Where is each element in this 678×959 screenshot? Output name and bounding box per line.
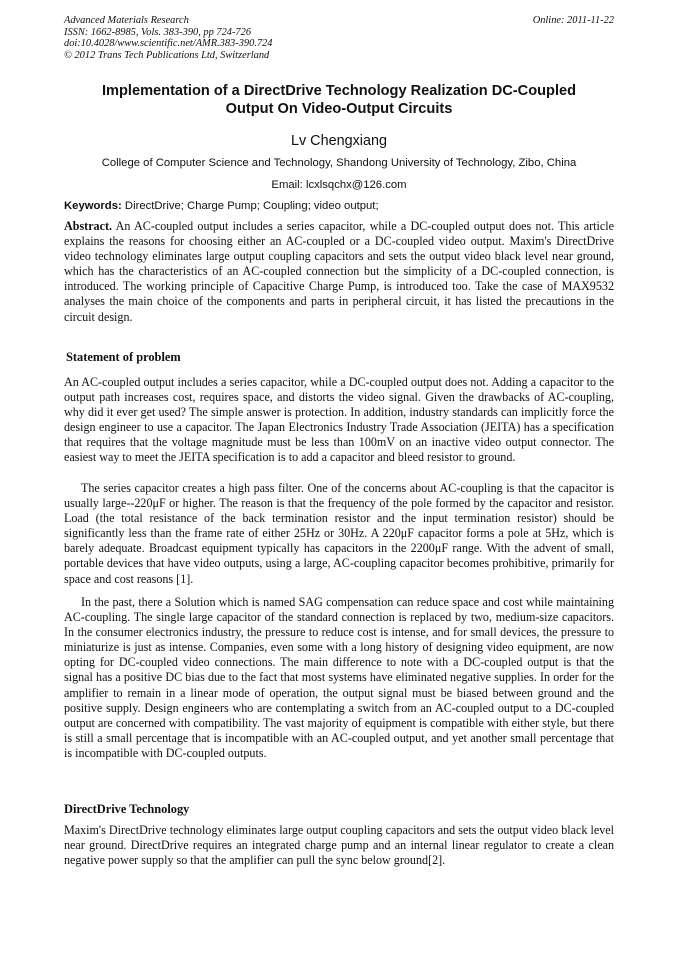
section-heading-directdrive: DirectDrive Technology (64, 802, 190, 816)
journal-name: Advanced Materials Research (64, 15, 189, 26)
paragraph-directdrive-1 (64, 823, 614, 868)
journal-header (64, 15, 272, 61)
abstract-label: Abstract. (64, 219, 113, 233)
paragraph-problem-2 (64, 481, 614, 587)
title-line-1: Implementation of a DirectDrive Technology Realization DC-Coupled (101, 83, 577, 99)
title-line-2: Output On Video-Output Circuits (225, 101, 453, 117)
paper-title (64, 82, 614, 118)
paragraph-text: An AC-coupled output includes a series capacitor, while a DC-coupled output does not. Adding a capacitor to the output path increases cost, requires space, and distorts the video signal. Given the drawbacks of AC-coupling, why did it ever get used? The simple answer is protection. In addition, industry standards can implicitly force the design engineer to use a capacitor. The Japan Electronics Industry Trade Association (JEITA) has a specification that requires that the voltage magnitude must be less than 100mV on an inactive video output connector. The easiest way to meet the JEITA specification is to add a capacitor and bleed resistor to ground. (64, 375, 614, 465)
paragraph-text: In the past, there a Solution which is named SAG compensation can reduce space and cost while maintaining AC-coupling. The single large capacitor of the standard connection is replaced by two, medium-size capacitors. In the consumer electronics industry, the pressure to reduce cost is intense, and for small devices, the pressure to miniaturize is just as intense. Companies, even some with a long history of designing video equipment, are now opting for DC-coupled video connections. The main difference to note with a DC-coupled output is that the signal has a positive DC bias due to the fact that most systems have eliminated negative supplies. In order for the amplifier to remain in a linear mode of operation, the output signal must be biased between ground and the positive supply. Design engineers who are contemplating a switch from an AC-coupled output to a DC-coupled output are concerned with compatibility. The vast majority of equipment is compatible with either style, but there is still a small percentage that is incompatible with an AC-coupled output, and yet another small percentage that is incompatible with DC-coupled outputs. (64, 595, 614, 760)
doi-line: doi:10.4028/www.scientific.net/AMR.383-390.724 (64, 38, 273, 50)
paragraph-text: The series capacitor creates a high pass filter. One of the concerns about AC-coupling is that the capacitor is usually large--220μF or higher. The reason is that the frequency of the pole formed by the capacitor and resistor. Load (the total resistance of the back termination resistor and the input termination resistor) should be significantly less than the frame rate of either 25Hz or 30Hz. A 220μF capacitor forms a pole at 5Hz, which is barely adequate. Broadcast equipment typically has capacitors in the 2200μF range. With the advent of small, portable devices that have video outputs, using a large, AC-coupling capacitor becomes prohibitive, primarily for space and cost reasons [1]. (64, 481, 614, 586)
paragraph-problem-3 (64, 595, 614, 761)
online-date: Online: 2011-11-22 (532, 15, 614, 26)
abstract (64, 219, 614, 325)
copyright-line: © 2012 Trans Tech Publications Ltd, Switzerland (64, 49, 270, 61)
paragraph-text: Maxim's DirectDrive technology eliminates large output coupling capacitors and sets the output video black level near ground. DirectDrive requires an integrated charge pump and an internal linear regulator to create a clean negative power supply so that the amplifier can pull the sync below ground[2]. (64, 823, 614, 868)
keywords-text: DirectDrive; Charge Pump; Coupling; video output; (121, 200, 379, 212)
issn-line: ISSN: 1662-8985, Vols. 383-390, pp 724-726 (64, 26, 252, 38)
author-name: Lv Chengxiang (290, 133, 387, 149)
keywords (64, 199, 614, 214)
author-email: Email: lcxlsqchx@126.com (271, 179, 407, 191)
affiliation: College of Computer Science and Technology, Shandong University of Technology, Zibo, China (101, 157, 577, 169)
keywords-label: Keywords: (64, 200, 122, 212)
paragraph-problem-1 (64, 375, 614, 466)
section-heading-problem: Statement of problem (66, 350, 181, 364)
abstract-text: An AC-coupled output includes a series capacitor, while a DC-coupled output does not. This article explains the reasons for choosing either an AC-coupled or a DC-coupled video output. Maxim's DirectDrive video technology eliminates large output coupling capacitors and sets the output video black level near ground, which has the characteristics of an AC-coupled connection but the simplicity of a DC-coupled connection, is introduced. The working principle of Capacitive Charge Pump, is introduced too. Take the case of MAX9532 analyses the main choice of the components and parts in peripheral circuit, it has listed the precautions in the circuit design. (64, 219, 614, 324)
